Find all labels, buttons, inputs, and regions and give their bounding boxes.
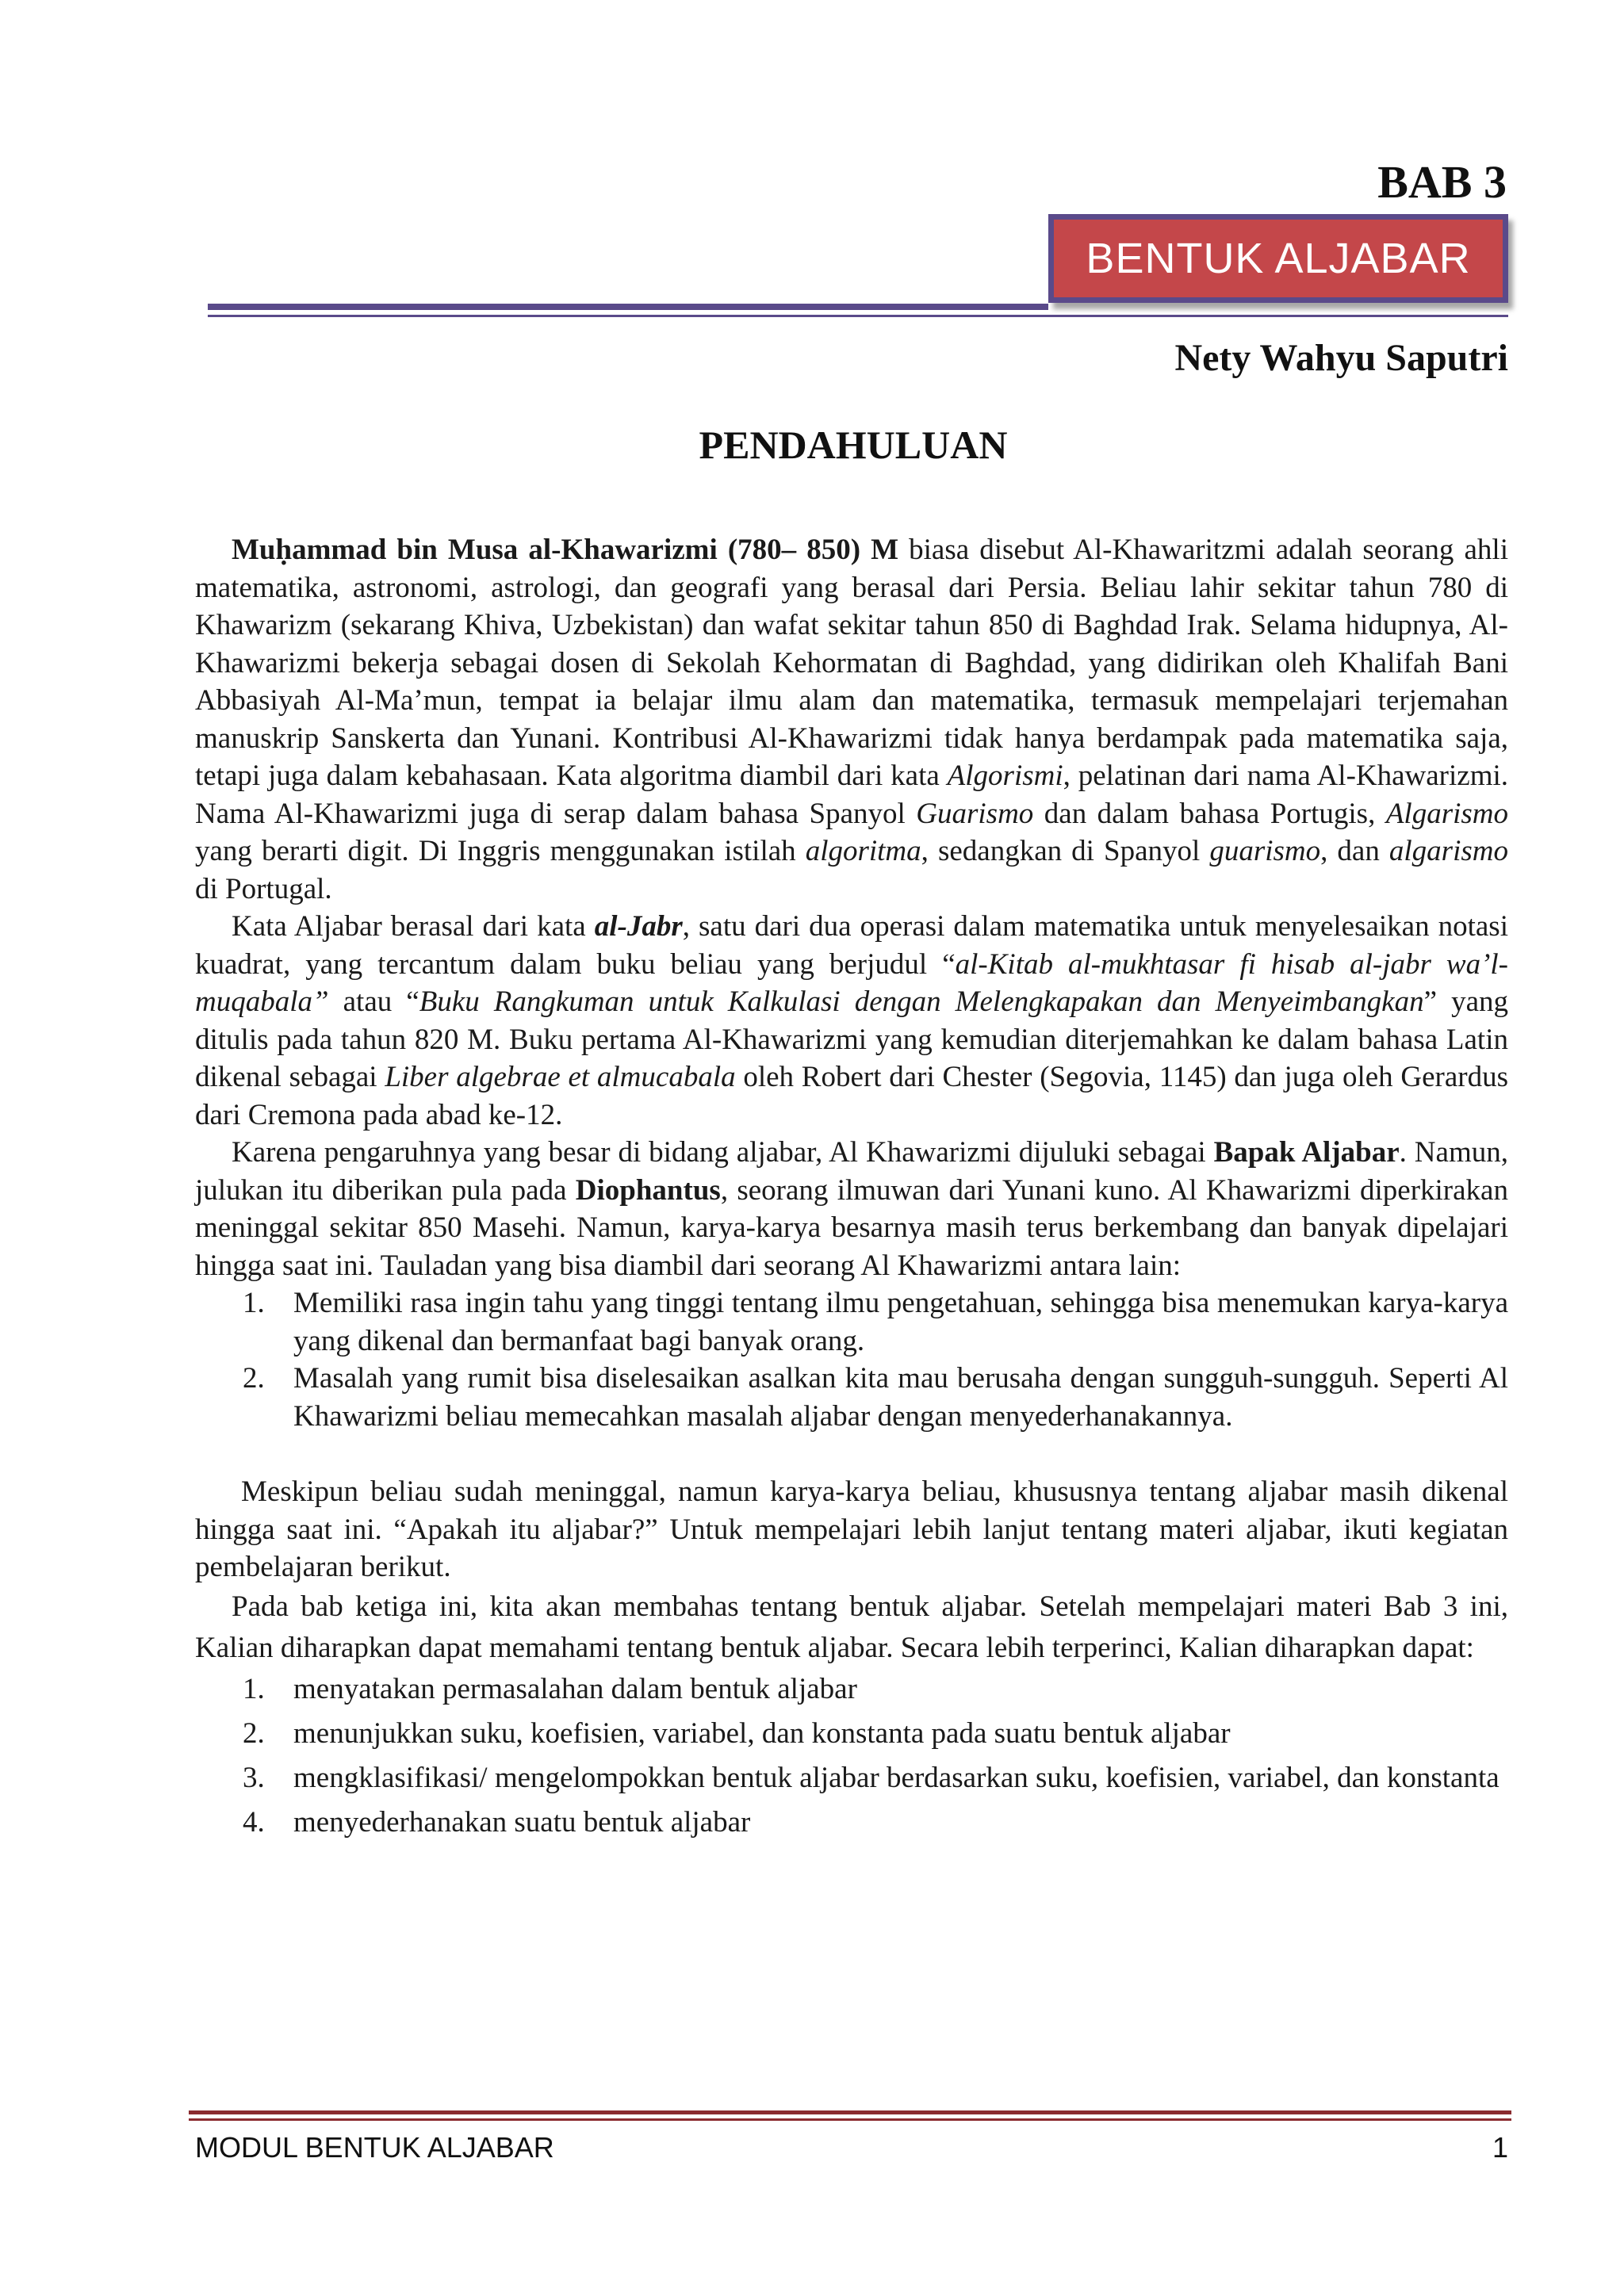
italic-term: algarismo (1388, 835, 1508, 867)
text-run: , pelatinan dari nama Al-Khawarizmi. Nama Al-Khawarizmi juga di serap dalam bahasa Spanyol (195, 760, 1509, 830)
italic-term: Algorismi (947, 760, 1063, 792)
text-run: biasa disebut Al-Khawaritzmi adalah seorang ahli matematika, astronomi, astrologi, dan geografi yang berasal dari Persia. Beliau lahir sekitar tahun 780 di Khawarizm (sekarang Khiva, Uzbekistan) dan wafat sekitar tahun 850 di Baghdad Irak. Selama hidupnya, Al-Khawarizmi bekerja sebagai dosen di Sekolah Kehormatan di Baghdad, yang didirikan oleh Khalifah Bani Abbasiyah Al-Ma’mun, tempat ia belajar ilmu alam dan matematika, termasuk mempelajari terjemahan manuskrip Sanskerta dan Yunani. Kontribusi Al-Khawarizmi tidak hanya berdampak pada matematika saja, tetapi juga dalam kebahasaan. Kata algoritma diambil dari kata (195, 534, 1508, 792)
list-text: menyatakan permasalahan dalam bentuk aljabar (293, 1672, 857, 1705)
list-item (195, 1284, 1508, 1360)
list-tauladan (195, 1284, 1508, 1435)
list-number: 2. (243, 1716, 265, 1750)
list-number: 1. (243, 1672, 265, 1705)
spacer (195, 1435, 1508, 1473)
italic-term: Buku Rangkuman untuk Kalkulasi dengan Melengkapakan dan Menyeimbangkan (419, 985, 1424, 1018)
text-run: Karena pengaruhnya yang besar di bidang aljabar, Al Khawarizmi dijuluki sebagai (232, 1136, 1214, 1169)
text-run: , satu dari dua operasi dalam matematika untuk menyelesaikan notasi kuadrat, yang tercantum dalam buku beliau yang berjudul “ (195, 910, 1508, 981)
text-run: Kata Aljabar berasal dari kata (232, 910, 595, 943)
list-number: 3. (243, 1761, 265, 1794)
paragraph-bapak-aljabar (195, 1134, 1508, 1284)
list-text: mengklasifikasi/ mengelompokkan bentuk aljabar berdasarkan suku, koefisien, variabel, dan konstanta (293, 1761, 1500, 1794)
text-run: atau “ (328, 985, 419, 1018)
footer-module-title: MODUL BENTUK ALJABAR (195, 2131, 554, 2164)
italic-term: algoritma (805, 835, 921, 867)
paragraph-meskipun: Meskipun beliau sudah meninggal, namun karya-karya beliau, khususnya tentang aljabar masih dikenal hingga saat ini. “Apakah itu aljabar?” Untuk mempelajari lebih lanjut tentang materi aljabar, ikuti kegiatan pembelajaran berikut. (195, 1475, 1508, 1583)
text-run: di Portugal. (195, 872, 332, 905)
list-item (195, 1360, 1508, 1435)
italic-term: Algarismo (1385, 797, 1509, 830)
italic-term: Liber algebrae et almucabala (385, 1061, 736, 1093)
text-run: oleh Robert dari Chester (Segovia, 1145) dan juga oleh Gerardus dari Cremona pada abad ke-12. (195, 1061, 1508, 1131)
chapter-title-banner: BENTUK ALJABAR (1048, 214, 1508, 303)
list-item (195, 1758, 1508, 1799)
text-run: , sedangkan di Spanyol (921, 835, 1210, 867)
list-number: 2. (243, 1362, 265, 1395)
footer-page-number: 1 (1492, 2131, 1508, 2164)
text-run: yang berarti digit. Di Inggris menggunakan istilah (195, 835, 806, 867)
header-rule-thick (208, 304, 1048, 310)
bold-name: Muḥammad bin Musa al-Khawarizmi (780– 850) M (232, 534, 899, 566)
italic-term: al-Kitab al-mukhtasar fi hisab al-jabr wa’l-muqabala” (195, 947, 1508, 1018)
list-item (195, 1802, 1508, 1843)
bold-term: Diophantus (575, 1173, 721, 1207)
list-item (195, 1713, 1508, 1755)
paragraph-intro (195, 531, 1508, 908)
list-number: 1. (243, 1287, 265, 1319)
list-tujuan (195, 1669, 1508, 1843)
italic-term: Guarismo (916, 797, 1034, 830)
body-text (195, 531, 1508, 1846)
italic-term: guarismo (1209, 835, 1321, 867)
text-run: , dan (1320, 835, 1389, 867)
author-name: Nety Wahyu Saputri (1174, 337, 1508, 379)
list-item (195, 1669, 1508, 1710)
list-text: Memiliki rasa ingin tahu yang tinggi tentang ilmu pengetahuan, sehingga bisa menemukan karya-karya yang dikenal dan bermanfaat bagi banyak orang. (293, 1287, 1508, 1357)
list-number: 4. (243, 1805, 265, 1839)
section-title: PENDAHULUAN (699, 423, 1008, 467)
text-run: dan dalam bahasa Portugis, (1033, 797, 1386, 830)
paragraph-bab-tiga: Pada bab ketiga ini, kita akan membahas tentang bentuk aljabar. Setelah mempelajari materi Bab 3 ini, Kalian diharapkan dapat memahami tentang bentuk aljabar. Secara lebih terperinci, Kalian diharapkan dapat: (195, 1590, 1508, 1664)
list-text: menyederhanakan suatu bentuk aljabar (293, 1805, 751, 1839)
paragraph-aljabar-origin (195, 908, 1508, 1134)
footer-rule-thin (189, 2118, 1511, 2121)
text-run: . Namun, julukan itu diberikan pula pada (195, 1136, 1508, 1207)
footer-rule-thick (189, 2110, 1511, 2114)
text-run: ” yang ditulis pada tahun 820 M. Buku pertama Al-Khawarizmi yang kemudian diterjemahkan ke dalam bahasa Latin dikenal sebagai (195, 985, 1508, 1093)
chapter-number: BAB 3 (1377, 156, 1507, 208)
list-text: menunjukkan suku, koefisien, variabel, dan konstanta pada suatu bentuk aljabar (293, 1716, 1231, 1750)
text-run: , seorang ilmuwan dari Yunani kuno. Al Khawarizmi diperkirakan meninggal sekitar 850 Masehi. Namun, karya-karya besarnya masih terus berkembang dan banyak dipelajari hingga saat ini. Tauladan yang bisa diambil dari seorang Al Khawarizmi antara lain: (195, 1173, 1508, 1282)
header-rule-thin (208, 315, 1508, 317)
bold-term: Bapak Aljabar (1213, 1136, 1400, 1169)
list-text: Masalah yang rumit bisa diselesaikan asalkan kita mau berusaha dengan sungguh-sungguh. Seperti Al Khawarizmi beliau memecahkan masalah aljabar dengan menyederhanakannya. (293, 1362, 1508, 1433)
bold-italic-term: al-Jabr (594, 910, 683, 943)
